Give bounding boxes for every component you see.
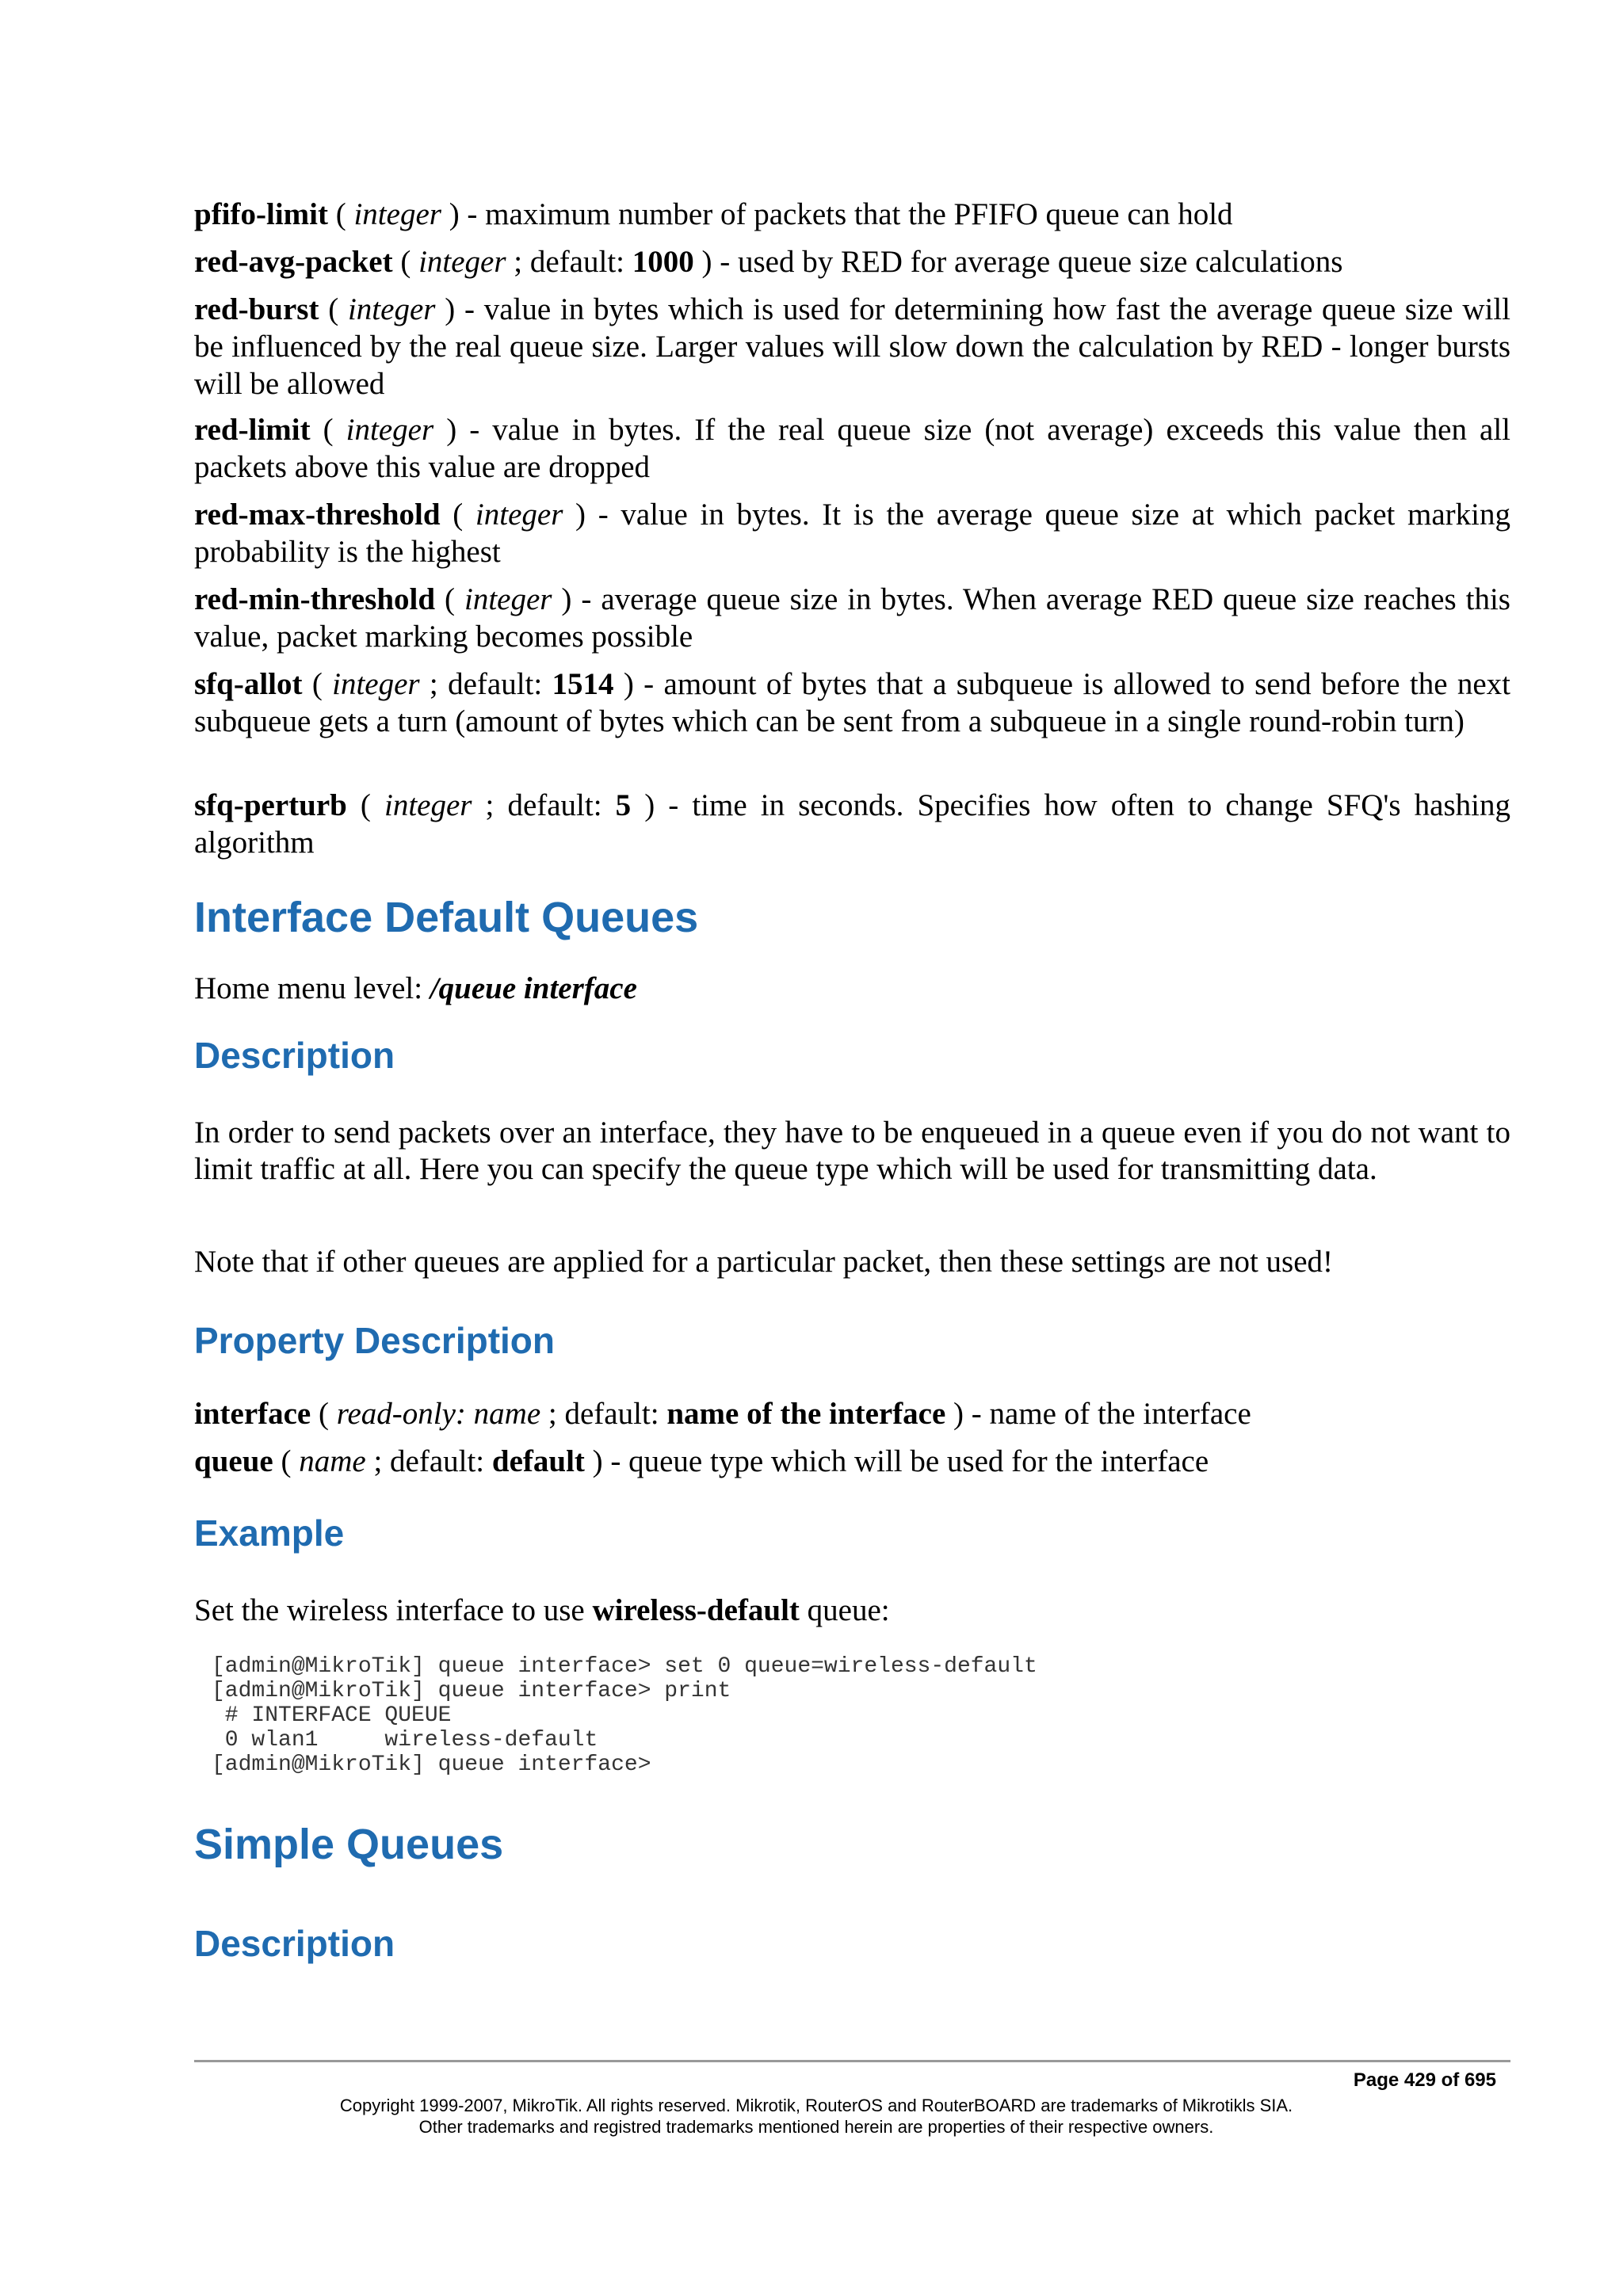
property-name: red-max-threshold <box>194 498 441 532</box>
property-desc: name of the interface <box>989 1397 1251 1431</box>
property-item: interface ( read-only: name ; default: name of the interface ) - name of the interface <box>194 1397 1251 1431</box>
property-default: 5 <box>615 788 632 822</box>
property-desc: value in bytes. It is the average queue size at which packet marking probability is the highest <box>194 498 1510 569</box>
property-type: integer <box>332 667 420 701</box>
example-queue-name: wireless-default <box>592 1593 800 1627</box>
property-type: integer <box>384 788 472 822</box>
property-name: sfq-allot <box>194 667 303 701</box>
code-block: [admin@MikroTik] queue interface> set 0 queue=wireless-default [admin@MikroTik] queue interface> print # INTERFACE QUEUE 0 wlan1 wireless-default [admin@MikroTik] queue interface> <box>212 1654 1037 1777</box>
property-type: integer <box>347 292 436 326</box>
property-name: red-burst <box>194 292 319 326</box>
property-type: read-only: name <box>336 1397 541 1431</box>
property-item: red-limit ( integer ) - value in bytes. If the real queue size (not average) exceeds this value then all packets above this value are dropped <box>194 413 1510 484</box>
section-title: Interface Default Queues <box>194 894 699 941</box>
property-item: red-avg-packet ( integer ; default: 1000 ) - used by RED for average queue size calculations <box>194 245 1343 279</box>
menu-level-path: /queue interface <box>430 971 637 1005</box>
property-name: sfq-perturb <box>194 788 347 822</box>
copyright-line: Copyright 1999-2007, MikroTik. All rights reserved. Mikrotik, RouterOS and RouterBOARD are trademarks of Mikrotikls SIA. <box>339 2096 1293 2115</box>
menu-level-label: Home menu level: <box>194 971 430 1005</box>
property-type: integer <box>346 413 434 447</box>
property-desc: value in bytes. If the real queue size (not average) exceeds this value then all packets above this value are dropped <box>194 413 1510 484</box>
description-heading: Description <box>194 1923 395 1964</box>
footer-divider <box>194 2060 1510 2062</box>
example-intro-end: queue: <box>799 1593 890 1627</box>
trademark-line: Other trademarks and registred trademarks mentioned herein are properties of their respective owners. <box>418 2117 1214 2137</box>
property-name: queue <box>194 1444 273 1478</box>
property-desc: maximum number of packets that the PFIFO queue can hold <box>485 197 1233 231</box>
property-item: queue ( name ; default: default ) - queue type which will be used for the interface <box>194 1444 1209 1478</box>
property-name: red-avg-packet <box>194 245 393 279</box>
property-desc: queue type which will be used for the interface <box>628 1444 1209 1478</box>
property-default: default <box>491 1444 585 1478</box>
property-item: red-min-threshold ( integer ) - average queue size in bytes. When average RED queue size reaches this value, packet marking becomes possible <box>194 582 1510 654</box>
page-number: Page 429 of 695 <box>1353 2069 1496 2091</box>
property-desc: amount of bytes that a subqueue is allowed to send before the next subqueue gets a turn (amount of bytes which can be sent from a subqueue in a single round-robin turn) <box>194 667 1510 738</box>
property-desc: used by RED for average queue size calculations <box>737 245 1343 279</box>
description-paragraph: In order to send packets over an interface, they have to be enqueued in a queue even if you do not want to limit traffic at all. Here you can specify the queue type which will be used for transmitting data. <box>194 1116 1510 1186</box>
property-item: red-max-threshold ( integer ) - value in bytes. It is the average queue size at which packet marking probability is the highest <box>194 498 1510 569</box>
menu-level <box>194 971 1510 1007</box>
property-name: pfifo-limit <box>194 197 328 231</box>
property-type: integer <box>475 498 563 532</box>
property-name: red-min-threshold <box>194 582 436 616</box>
property-type: integer <box>353 197 441 231</box>
description-heading: Description <box>194 1035 395 1076</box>
property-desc: average queue size in bytes. When average RED queue size reaches this value, packet marking becomes possible <box>194 582 1510 654</box>
property-item: sfq-allot ( integer ; default: 1514 ) - amount of bytes that a subqueue is allowed to send before the next subqueue gets a turn (amount of bytes which can be sent from a subqueue in a single round-robin turn) <box>194 667 1510 738</box>
property-default: 1514 <box>552 667 614 701</box>
example-heading: Example <box>194 1512 345 1554</box>
example-intro <box>194 1592 1510 1629</box>
property-name: red-limit <box>194 413 311 447</box>
property-type: integer <box>418 245 506 279</box>
property-item: pfifo-limit ( integer ) - maximum number of packets that the PFIFO queue can hold <box>194 197 1233 231</box>
property-desc: value in bytes which is used for determining how fast the average queue size will be influenced by the real queue size. Larger values will slow down the calculation by RED - longer bursts will be allowed <box>194 292 1510 401</box>
property-desc: time in seconds. Specifies how often to change SFQ's hashing algorithm <box>194 788 1510 860</box>
property-type: name <box>299 1444 366 1478</box>
property-default: 1000 <box>632 245 694 279</box>
section-title: Simple Queues <box>194 1821 504 1868</box>
property-item: sfq-perturb ( integer ; default: 5 ) - time in seconds. Specifies how often to change SFQ's hashing algorithm <box>194 788 1510 860</box>
example-intro-text: Set the wireless interface to use <box>194 1593 593 1627</box>
property-type: integer <box>464 582 552 616</box>
property-name: interface <box>194 1397 311 1431</box>
property-item: red-burst ( integer ) - value in bytes which is used for determining how fast the average queue size will be influenced by the real queue size. Larger values will slow down the calculation by RED - longer bursts will be allowed <box>194 292 1510 401</box>
property-default: name of the interface <box>666 1397 946 1431</box>
property-description-heading: Property Description <box>194 1320 555 1361</box>
note-paragraph: Note that if other queues are applied for a particular packet, then these settings are not used! <box>194 1245 1334 1279</box>
